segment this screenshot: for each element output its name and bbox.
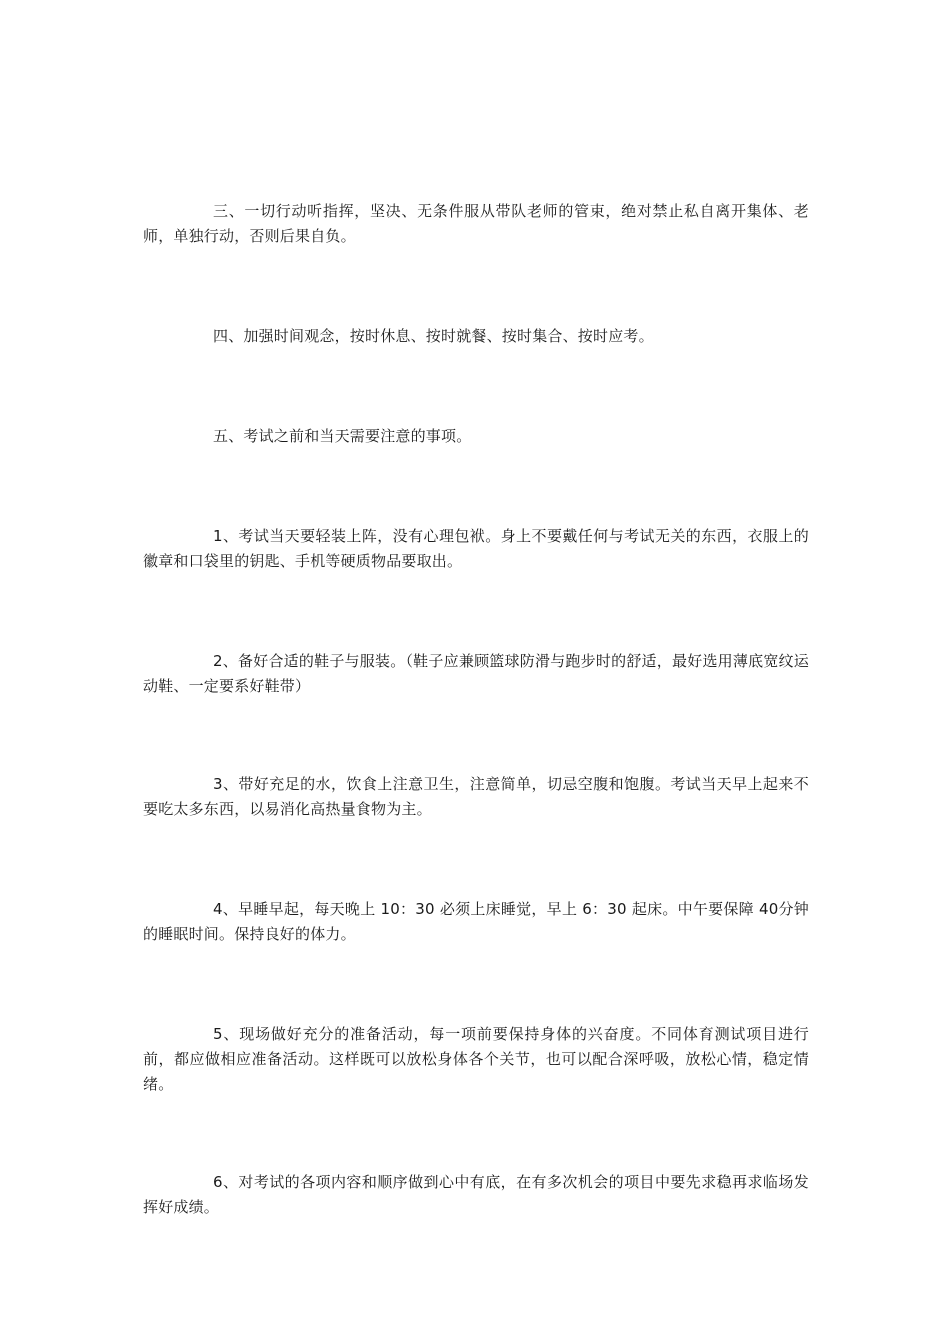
paragraph-item-2: 2、备好合适的鞋子与服装。（鞋子应兼顾篮球防滑与跑步时的舒适，最好选用薄底宽纹运动鞋、一定要系好鞋带） <box>143 652 809 695</box>
paragraph-rule-5-heading: 五、考试之前和当天需要注意的事项。 <box>213 427 472 445</box>
paragraph-rule-3: 三、一切行动听指挥，坚决、无条件服从带队老师的管束，绝对禁止私自离开集体、老师，单独行动，否则后果自负。 <box>143 202 809 245</box>
paragraph-item-3: 3、带好充足的水，饮食上注意卫生，注意简单，切忌空腹和饱腹。考试当天早上起来不要吃太多东西，以易消化高热量食物为主。 <box>143 775 809 818</box>
paragraph-item-1: 1、考试当天要轻装上阵，没有心理包袱。身上不要戴任何与考试无关的东西，衣服上的徽章和口袋里的钥匙、手机等硬质物品要取出。 <box>143 527 809 570</box>
paragraph-item-6: 6、对考试的各项内容和顺序做到心中有底，在有多次机会的项目中要先求稳再求临场发挥好成绩。 <box>143 1173 809 1216</box>
paragraph-rule-4: 四、加强时间观念，按时休息、按时就餐、按时集合、按时应考。 <box>213 327 654 345</box>
paragraph-item-5: 5、现场做好充分的准备活动，每一项前要保持身体的兴奋度。不同体育测试项目进行前，都应做相应准备活动。这样既可以放松身体各个关节，也可以配合深呼吸，放松心情，稳定情绪。 <box>143 1025 809 1093</box>
paragraph-item-4: 4、早睡早起，每天晚上 10：30 必须上床睡觉，早上 6：30 起床。中午要保障 40分钟的睡眠时间。保持良好的体力。 <box>143 900 809 943</box>
